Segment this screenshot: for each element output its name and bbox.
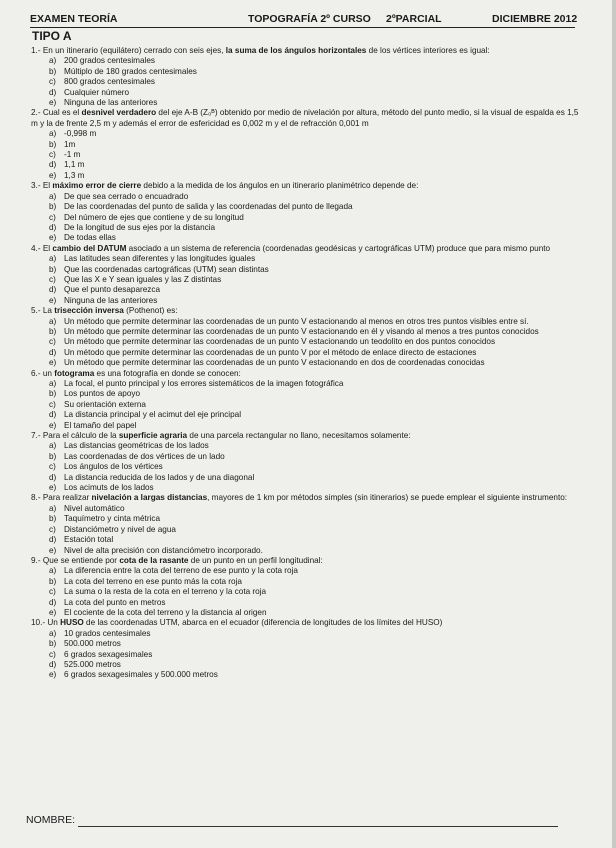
answer-option[interactable] [31,337,583,347]
option-text: Un método que permite determinar las coordenadas de un punto V por el método de enlace directo de estaciones [64,347,477,357]
option-letter: c) [49,150,56,160]
question-text [31,618,583,628]
question-text [31,108,583,129]
question-keyword: cota de la rasante [119,555,189,565]
answer-option[interactable] [31,410,583,420]
option-text: Que el punto desaparezca [64,285,161,295]
option-text: Nivel automático [64,503,125,513]
option-letter: d) [49,222,57,232]
answer-options [31,317,583,369]
option-text: La suma o la resta de la cota en el terreno y la cota roja [64,587,267,597]
answer-option[interactable] [31,452,583,462]
option-text: Las coordenadas de dos vértices de un lado [64,451,225,461]
option-text: Cualquier número [64,87,130,97]
question-text [31,306,583,316]
option-letter: d) [49,472,57,482]
option-letter: b) [49,389,57,399]
option-text: -0,998 m [64,129,97,139]
answer-option[interactable] [31,525,583,535]
option-letter: d) [49,535,57,545]
option-letter: a) [49,56,57,66]
option-text: La focal, el punto principal y los errores sistemáticos de la imagen fotográfica [64,379,344,388]
page-edge-shadow [612,0,616,848]
option-letter: a) [49,316,57,326]
option-text: El tamaño del papel [64,420,137,430]
question-keyword: máximo error de cierre [52,181,142,191]
question-text [31,244,583,254]
question-6 [31,369,583,431]
option-text: De la longitud de sus ejes por la distancia [64,222,216,232]
answer-option[interactable] [31,639,583,649]
option-letter: c) [49,337,56,347]
question-keyword: HUSO [60,618,84,628]
option-letter: c) [49,77,56,87]
answer-option[interactable] [31,171,583,181]
option-letter: e) [49,170,57,180]
option-letter: e) [49,545,57,555]
answer-options [31,129,583,181]
answer-option[interactable] [31,379,583,389]
option-text: 1,1 m [64,160,85,170]
option-letter: d) [49,87,57,97]
question-prefix: 3.- El [31,181,53,191]
answer-option[interactable] [31,202,583,212]
answer-options [31,192,583,244]
question-keyword: desnivel verdadero [81,108,157,118]
answer-option[interactable] [31,67,583,77]
answer-options [31,56,583,108]
answer-option[interactable] [31,670,583,680]
exam-title: EXAMEN TEORÍA [30,13,118,25]
option-text: La cota del terreno en ese punto más la cota roja [64,576,242,586]
option-text: Que las coordenadas cartográficas (UTM) sean distintas [64,264,269,274]
option-letter: a) [49,441,57,451]
option-letter: e) [49,670,57,680]
option-letter: a) [49,254,57,264]
question-text [31,369,583,379]
option-letter: e) [49,98,57,108]
question-10 [31,618,583,680]
option-letter: e) [49,483,57,493]
parcial-label: 2ºPARCIAL [386,13,442,25]
question-suffix: asociado a un sistema de referencia (coordenadas geodésicas y cartográficas UTM) produce que para mismo punto [126,243,551,253]
answer-option[interactable] [31,514,583,524]
question-prefix: 9.- Que se entiende por [31,555,120,565]
option-text: Distanciómetro y nivel de agua [64,524,176,534]
option-letter: d) [49,347,57,357]
option-letter: b) [49,66,57,76]
option-letter: a) [49,379,57,388]
option-text: Un método que permite determinar las coordenadas de un punto V estacionando al menos en otros tres puntos visibles entre sí. [64,316,529,326]
option-letter: a) [49,628,57,638]
option-text: -1 m [64,150,81,160]
question-text [31,181,583,191]
answer-option[interactable] [31,296,583,306]
option-text: 800 grados centesimales [64,77,156,87]
option-letter: d) [49,160,57,170]
question-prefix: 6.- un [31,368,55,378]
option-letter: e) [49,420,57,430]
answer-options [31,254,583,306]
option-letter: b) [49,639,57,649]
question-suffix: de las coordenadas UTM, abarca en el ecuador (diferencia de longitudes de los límites del HUSO) [83,618,443,628]
answer-option[interactable] [31,213,583,223]
option-letter: d) [49,285,57,295]
option-text: La distancia principal y el acimut del eje principal [64,410,242,420]
option-letter: c) [49,524,56,534]
option-letter: c) [49,462,56,472]
answer-option[interactable] [31,421,583,431]
answer-option[interactable] [31,88,583,98]
option-letter: e) [49,233,57,243]
question-text [31,493,583,503]
answer-option[interactable] [31,483,583,493]
answer-option[interactable] [31,577,583,587]
option-text: La distancia reducida de los lados y de una diagonal [64,472,255,482]
answer-option[interactable] [31,629,583,639]
question-5 [31,306,583,368]
option-text: Los puntos de apoyo [64,389,141,399]
question-prefix: 2.- Cual es el [31,108,82,118]
answer-option[interactable] [31,358,583,368]
option-text: Taquímetro y cinta métrica [64,514,161,524]
question-prefix: 10.- Un [31,618,61,628]
option-letter: a) [49,566,57,576]
option-text: Ninguna de las anteriores [64,295,158,305]
answer-option[interactable] [31,504,583,514]
question-keyword: nivelación a largas distancias [91,493,208,503]
question-prefix: 7.- Para el cálculo de la [31,431,119,441]
question-keyword: fotograma [54,368,95,378]
answer-option[interactable] [31,254,583,264]
option-letter: e) [49,607,57,617]
option-text: De que sea cerrado o encuadrado [64,191,189,201]
question-keyword: la suma de los ángulos horizontales [225,46,367,55]
option-letter: c) [49,274,56,284]
question-text [31,556,583,566]
option-text: Que las X e Y sean iguales y las Z distintas [64,274,222,284]
question-prefix: 1.- En un itinerario (equilátero) cerrado con seis ejes, [31,46,226,55]
question-suffix: es una fotografía en donde se conocen: [94,368,241,378]
question-keyword: trisección inversa [54,306,124,316]
course-title: TOPOGRAFÍA 2º CURSO [248,13,371,25]
option-text: Un método que permite determinar las coordenadas de un punto V estacionando en dos de coordenadas conocidas [64,358,485,368]
question-keyword: superficie agraria [118,431,188,441]
question-suffix: (Pothenot) es: [123,306,178,316]
answer-option[interactable] [31,660,583,670]
answer-options [31,566,583,618]
answer-option[interactable] [31,150,583,160]
answer-options [31,504,583,556]
answer-option[interactable] [31,546,583,556]
answer-option[interactable] [31,56,583,66]
answer-option[interactable] [31,535,583,545]
answer-option[interactable] [31,566,583,576]
question-suffix: del eje A-B (Z₀ᴮ) obtenido por medio de nivelación por altura, método del punto medio, si la visual de espalda es 1,5 m y la de frente 2,5 m y además el error de esfericidad es 0,002 m y el de refracción 0,001 m [31,108,579,128]
question-suffix: de un punto en un perfil longitudinal: [188,555,323,565]
header-divider [30,27,575,28]
question-keyword: cambio del DATUM [52,243,127,253]
name-label: NOMBRE: [26,814,76,826]
answer-option[interactable] [31,223,583,233]
option-letter: b) [49,514,57,524]
option-letter: d) [49,410,57,420]
question-prefix: 4.- El [31,243,53,253]
option-letter: e) [49,358,57,368]
answer-option[interactable] [31,400,583,410]
option-letter: a) [49,129,57,139]
name-field-line[interactable] [78,826,558,827]
option-text: 200 grados centesimales [64,56,156,66]
option-text: La diferencia entre la cota del terreno de ese punto y la cota roja [64,566,298,576]
option-letter: c) [49,399,56,409]
option-letter: c) [49,587,56,597]
question-text [31,46,583,56]
questions-list [31,46,583,681]
answer-option[interactable] [31,129,583,139]
answer-option[interactable] [31,608,583,618]
question-8 [31,493,583,555]
option-text: Un método que permite determinar las coordenadas de un punto V estacionando en él y visando al menos a tres puntos conocidos [64,326,539,336]
answer-option[interactable] [31,98,583,108]
question-suffix: , mayores de 1 km por métodos simples (sin itinerarios) se puede emplear el siguiente instrumento: [207,493,568,503]
option-letter: c) [49,212,56,222]
option-letter: d) [49,597,57,607]
option-text: De todas ellas [64,233,116,243]
question-9 [31,556,583,618]
option-text: Las distancias geométricas de los lados [64,441,209,451]
question-suffix: de los vértices interiores es igual: [366,46,490,55]
question-suffix: de una parcela rectangular no llano, necesitamos solamente: [187,431,411,441]
question-1 [31,46,583,108]
answer-option[interactable] [31,140,583,150]
option-letter: c) [49,649,56,659]
option-letter: b) [49,264,57,274]
answer-option[interactable] [31,233,583,243]
option-text: Su orientación externa [64,399,146,409]
question-4 [31,244,583,306]
option-letter: b) [49,202,57,212]
option-letter: a) [49,503,57,513]
option-text: Un método que permite determinar las coordenadas de un punto V estacionando un teodolito en dos puntos conocidos [64,337,496,347]
answer-options [31,379,583,431]
answer-option[interactable] [31,317,583,327]
answer-option[interactable] [31,160,583,170]
option-text: 500.000 metros [64,639,121,649]
answer-option[interactable] [31,327,583,337]
option-text: 1,3 m [64,170,85,180]
option-text: El cociente de la cota del terreno y la distancia al origen [64,607,267,617]
answer-option[interactable] [31,473,583,483]
option-text: De las coordenadas del punto de salida y las coordenadas del punto de llegada [64,202,353,212]
question-suffix: debido a la medida de los ángulos en un itinerario planimétrico depende de: [141,181,419,191]
option-text: 6 grados sexagesimales [64,649,153,659]
option-letter: b) [49,139,57,149]
option-text: 10 grados centesimales [64,628,151,638]
answer-option[interactable] [31,441,583,451]
option-letter: b) [49,451,57,461]
exam-date: DICIEMBRE 2012 [492,13,578,25]
answer-option[interactable] [31,265,583,275]
question-text [31,431,583,441]
option-text: Nivel de alta precisión con distanciómetro incorporado. [64,545,263,555]
answer-option[interactable] [31,348,583,358]
exam-type-label: TIPO A [32,29,72,43]
option-letter: b) [49,326,57,336]
question-7 [31,431,583,493]
option-text: Los ángulos de los vértices [64,462,163,472]
option-text: Del número de ejes que contiene y de su longitud [64,212,244,222]
option-text: Los acimuts de los lados [64,483,154,493]
answer-option[interactable] [31,192,583,202]
option-letter: b) [49,576,57,586]
question-2 [31,108,583,181]
option-text: 6 grados sexagesimales y 500.000 metros [64,670,218,680]
answer-option[interactable] [31,650,583,660]
answer-option[interactable] [31,598,583,608]
option-text: Ninguna de las anteriores [64,98,158,108]
option-text: Las latitudes sean diferentes y las longitudes iguales [64,254,256,264]
option-text: Múltiplo de 180 grados centesimales [64,66,197,76]
answer-option[interactable] [31,462,583,472]
option-text: La cota del punto en metros [64,597,166,607]
option-text: 525.000 metros [64,659,121,669]
answer-options [31,441,583,493]
answer-option[interactable] [31,77,583,87]
option-letter: e) [49,295,57,305]
question-prefix: 5.- La [31,306,55,316]
option-letter: d) [49,659,57,669]
option-letter: a) [49,191,57,201]
answer-options [31,629,583,681]
option-text: 1m [64,139,76,149]
answer-option[interactable] [31,285,583,295]
answer-option[interactable] [31,389,583,399]
question-prefix: 8.- Para realizar [31,493,92,503]
option-text: Estación total [64,535,114,545]
answer-option[interactable] [31,587,583,597]
answer-option[interactable] [31,275,583,285]
question-3 [31,181,583,243]
